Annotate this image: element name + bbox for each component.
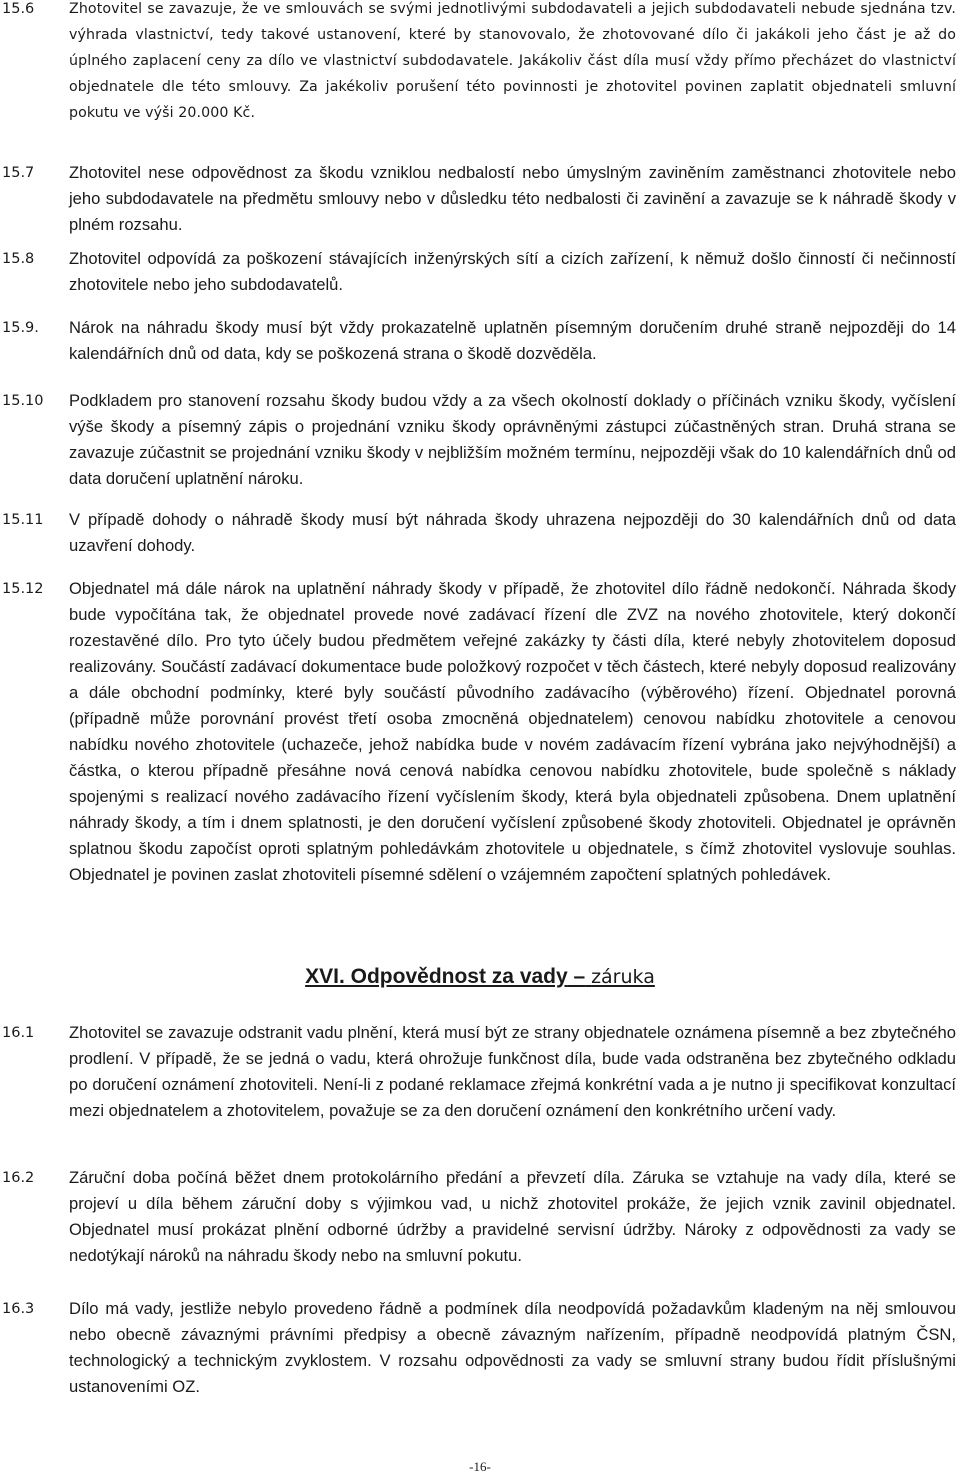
clause-16-3 — [0, 1296, 960, 1400]
page-number: -16- — [469, 1459, 491, 1474]
clause-text: Zhotovitel se zavazuje, že ve smlouvách se svými jednotlivými subdodavateli a jejich subdodavateli nebude sjednána tzv. výhrada vlastnictví, tedy takové ustanovení, které by stanovovalo, že zhotovované dílo či jakákoli jeho část je až do úplného zaplacení ceny za dílo ve vlastnictví subdodavatele. Jakákoliv část díla musí vždy přímo přecházet do vlastnictví objednatele dle této smlouvy. Za jakékoliv porušení této povinnosti je zhotovitel povinen zaplatit objednateli smluvní pokutu ve výši 20.000 Kč. — [69, 1, 956, 121]
clause-15-9 — [0, 315, 960, 367]
clause-text: V případě dohody o náhradě škody musí být náhrada škody uhrazena nejpozději do 30 kalendářních dnů od data uzavření dohody. — [69, 510, 956, 555]
clause-number: 15.12 — [2, 581, 44, 597]
section-subtitle: záruka — [591, 966, 655, 988]
clause-number: 15.7 — [2, 165, 35, 181]
clause-16-2 — [0, 1165, 960, 1269]
clause-text: Zhotovitel odpovídá za poškození stávajících inženýrských sítí a cizích zařízení, k němuž došlo činností či nečinností zhotovitele nebo jeho subdodavatelů. — [69, 249, 956, 294]
clause-15-8 — [0, 246, 960, 298]
clause-text: Zhotovitel se zavazuje odstranit vadu plnění, která musí být ze strany objednatele oznámena písemně a bez zbytečného prodlení. V případě, že se jedná o vadu, která ohrožuje funkčnost díla, bude vada odstraněna bez zbytečného odkladu po doručení oznámení zhotoviteli. Není-li z podané reklamace zřejmá konkrétní vada a je nutno ji specifikovat konzultací mezi objednatelem a zhotovitelem, považuje se za den doručení oznámení den konkrétního určení vady. — [69, 1023, 956, 1120]
clause-text: Dílo má vady, jestliže nebylo provedeno řádně a podmínek díla neodpovídá požadavkům kladeným na něj smlouvou nebo obecně závaznými právními předpisy a obecně závazným nařízením, případně neodpovídá platným ČSN, technologický a technickým zvyklostem. V rozsahu odpovědnosti za vady se smluvní strany budou řídit příslušnými ustanoveními OZ. — [69, 1299, 956, 1396]
section-heading — [0, 962, 960, 992]
section-title: XVI. Odpovědnost za vady — [305, 965, 568, 988]
clause-number: 15.8 — [2, 251, 35, 267]
clause-number: 15.6 — [2, 1, 35, 17]
clause-number: 16.3 — [2, 1301, 35, 1317]
clause-text: Objednatel má dále nárok na uplatnění náhrady škody v případě, že zhotovitel dílo řádně nedokončí. Náhrada škody bude vypočítána tak, že objednatel provede nové zadávací řízení dle ZVZ na nového zhotovitele, který dokončí rozestavěné dílo. Pro tyto účely budou předmětem veřejné zakázky ty části díla, které nebyly zhotovitelem doposud realizovány. Součástí zadávací dokumentace bude položkový rozpočet v těch částech, které nebyly doposud realizovány a dále obchodní podmínky, které byly součástí původního zadávacího (výběrového) řízení. Objednatel porovná (případně může porovnání provést třetí osoba zmocněná objednatelem) cenovou nabídku zhotovitele a cenovou nabídku nového zhotovitele (uchazeče, jehož nabídka bude v novém zadávacím řízení vybrána jako nejvýhodnější) a částka, o kterou případně přesáhne nová cenová nabídka cenovou nabídku zhotovitele, bude společně s náklady spojenými s realizací nového zadávacího řízení vyčíslením škody, která byla objednateli způsobena. Dnem uplatnění náhrady škody, a tím i dnem splatnosti, je den doručení vyčíslení způsobené škody zhotoviteli. Objednatel je oprávněn splatnou škodu započíst oproti splatným pohledávkám zhotovitele u objednatele, s čímž zhotovitel vyslovuje souhlas. Objednatel je povinen zaslat zhotoviteli písemné sdělení o vzájemném započtení splatných pohledávek. — [69, 579, 956, 884]
clause-16-1 — [0, 1020, 960, 1124]
clause-number: 15.9. — [2, 320, 39, 336]
clause-text: Záruční doba počíná běžet dnem protokolárního předání a převzetí díla. Záruka se vztahuje na vady díla, které se projeví u díla během záruční doby s výjimkou vad, u nichž zhotovitel prokáže, že jejich vznik zavinil objednatel. Objednatel musí prokázat plnění odborné údržby a pravidelné servisní údržby. Nároky z odpovědnosti za vady se nedotýkají nároků na náhradu škody nebo na smluvní pokutu. — [69, 1168, 956, 1265]
clause-text: Nárok na náhradu škody musí být vždy prokazatelně uplatněn písemným doručením druhé straně nejpozději do 14 kalendářních dnů od data, kdy se poškozená strana o škodě dozvěděla. — [69, 318, 956, 363]
clause-15-7 — [0, 160, 960, 238]
clause-text: Podkladem pro stanovení rozsahu škody budou vždy a za všech okolností doklady o příčinách vzniku škody, vyčíslení výše škody a písemný zápis o projednání vzniku škody oprávněnými zástupci zúčastněných stran. Druhá strana se zavazuje zúčastnit se projednání vzniku škody v nejbližším možném termínu, nejpozději však do 10 kalendářních dnů od data doručení uplatnění nároku. — [69, 391, 956, 488]
clause-text: Zhotovitel nese odpovědnost za škodu vzniklou nedbalostí nebo úmyslným zaviněním zaměstnanci zhotovitele nebo jeho subdodavatele na předmětu smlouvy nebo v důsledku této nedbalosti či zavinění a zavazuje se k náhradě škody v plném rozsahu. — [69, 163, 956, 234]
clause-number: 15.10 — [2, 393, 44, 409]
clause-15-12 — [0, 576, 960, 888]
clause-15-11 — [0, 507, 960, 559]
section-title-dash: – — [573, 965, 586, 988]
clause-number: 16.1 — [2, 1025, 35, 1041]
clause-15-6 — [0, 0, 960, 126]
clause-number: 16.2 — [2, 1170, 35, 1186]
clause-15-10 — [0, 388, 960, 492]
clause-number: 15.11 — [2, 512, 44, 528]
